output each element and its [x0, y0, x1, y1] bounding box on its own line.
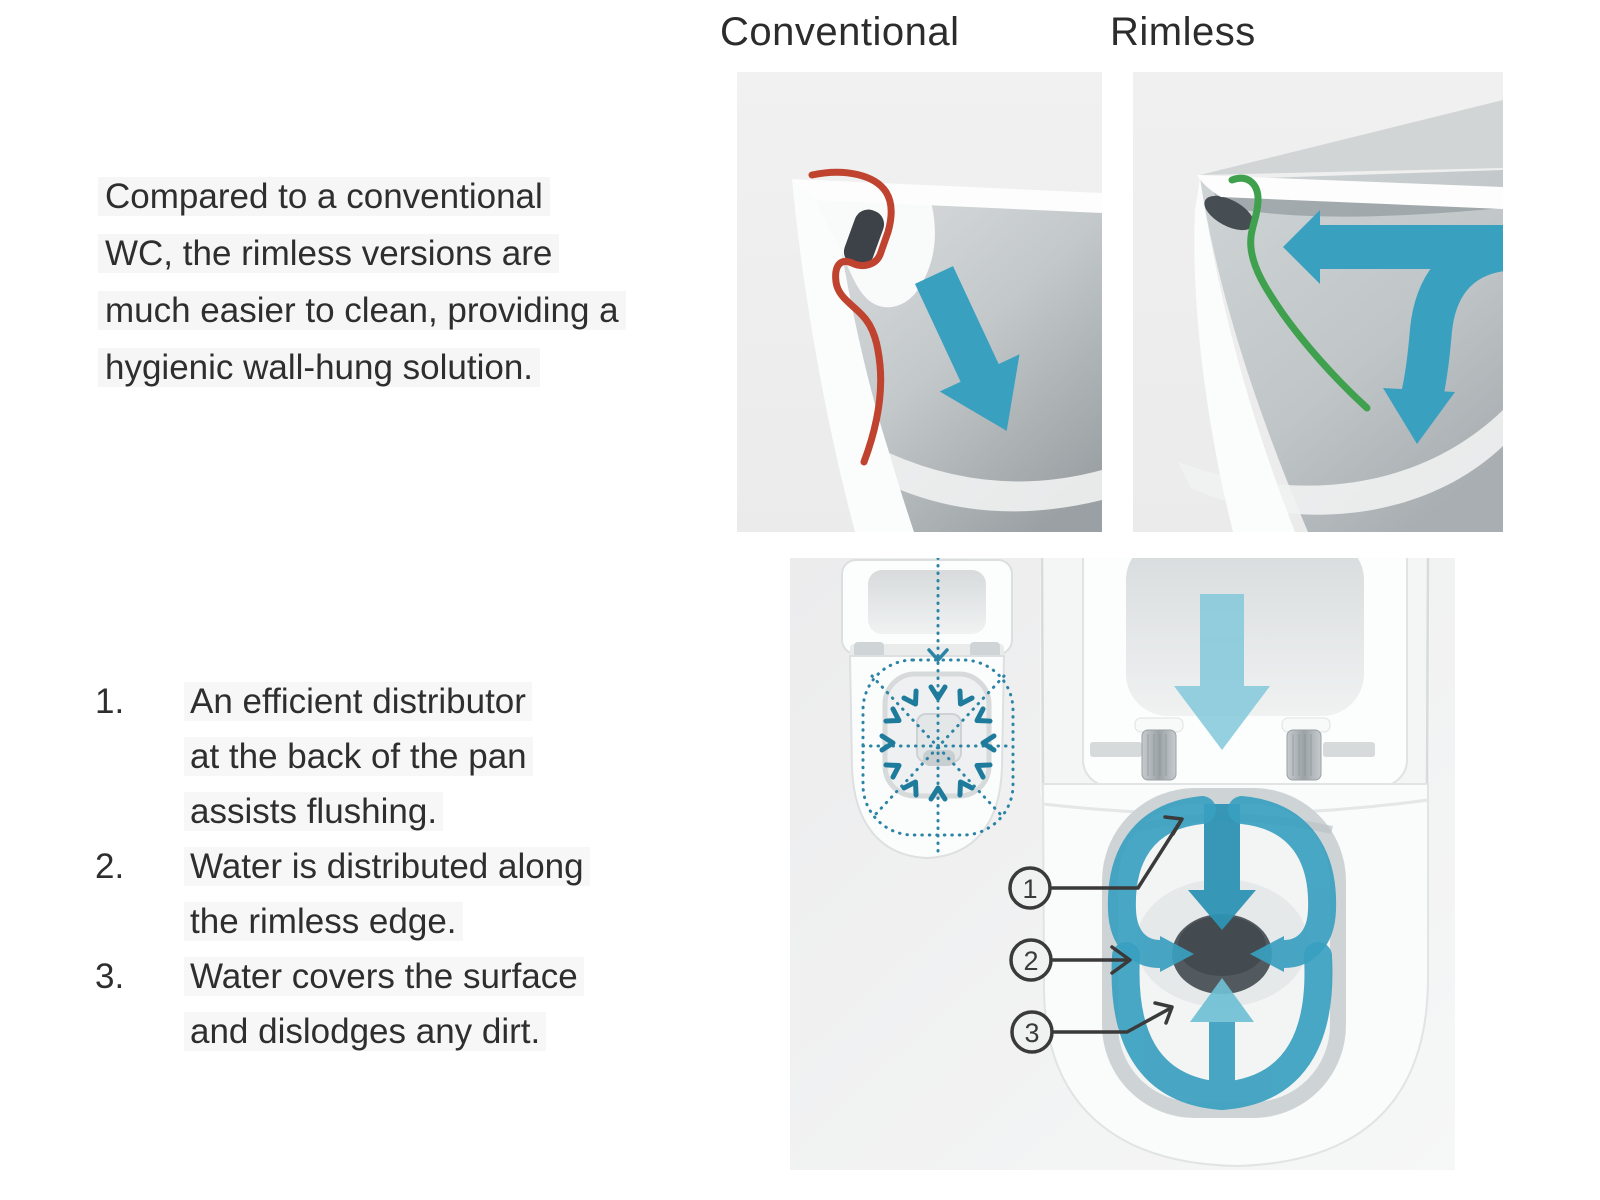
callout-3-number: 3	[1024, 1018, 1040, 1048]
step-1-line-1: An efficient distributor	[184, 682, 532, 721]
step-3-number: 3.	[95, 957, 125, 996]
heading-rimless: Rimless	[1110, 10, 1256, 54]
conventional-rim-illustration	[737, 72, 1102, 532]
step-1-number: 1.	[95, 682, 125, 721]
step-2-line-1: Water is distributed along	[184, 847, 590, 886]
step-2-number: 2.	[95, 847, 125, 886]
flush-topview-illustration	[790, 558, 1455, 1170]
intro-line-3: much easier to clean, providing a	[98, 291, 626, 330]
step-2	[95, 839, 590, 949]
step-2-line-2: the rimless edge.	[184, 902, 463, 941]
callout-3	[1012, 1012, 1052, 1052]
callout-1-number: 1	[1022, 874, 1038, 904]
rimless-rim-illustration	[1133, 72, 1503, 532]
callout-1	[1010, 868, 1050, 908]
steps-list	[95, 674, 590, 1059]
large-toilet-hinge-right	[1287, 730, 1321, 780]
intro-line-1: Compared to a conventional	[98, 177, 550, 216]
step-3-line-1: Water covers the surface	[184, 957, 584, 996]
small-toilet-topview	[842, 558, 1013, 858]
step-1-line-3: assists flushing.	[184, 792, 443, 831]
step-1-line-2: at the back of the pan	[184, 737, 533, 776]
step-3	[95, 949, 590, 1059]
large-toilet-hinge-bar-right	[1323, 742, 1375, 757]
step-1	[95, 674, 590, 839]
large-toilet-hinge-bar-left	[1090, 742, 1142, 757]
large-toilet-hinge-left	[1142, 730, 1176, 780]
step-3-line-2: and dislodges any dirt.	[184, 1012, 546, 1051]
callout-2	[1011, 940, 1051, 980]
callout-2-number: 2	[1023, 946, 1039, 976]
intro-line-4: hygienic wall-hung solution.	[98, 348, 540, 387]
heading-conventional: Conventional	[720, 10, 960, 54]
intro-paragraph	[105, 168, 626, 396]
intro-line-2: WC, the rimless versions are	[98, 234, 559, 273]
small-toilet-lid-recess	[868, 570, 986, 634]
